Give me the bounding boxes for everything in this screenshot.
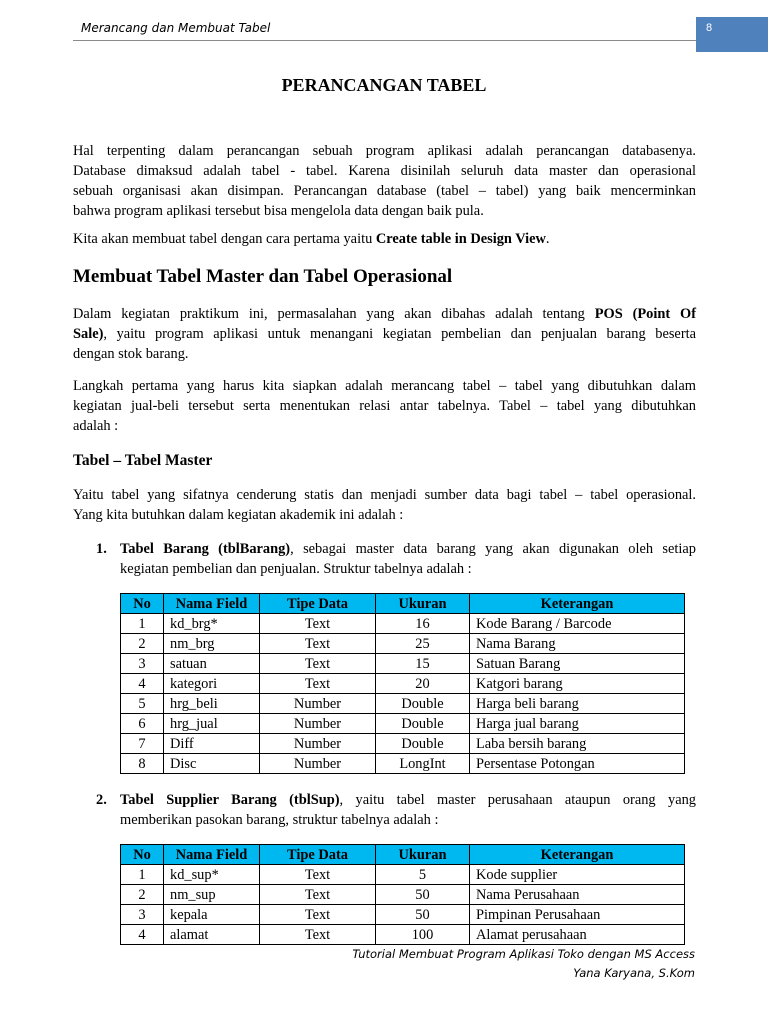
cell-field: hrg_jual [164, 714, 260, 734]
cell-type: Text [260, 614, 376, 634]
intro-line: Database dimaksud adalah tabel - tabel. Karena disinilah seluruh data master dan operasional [73, 163, 696, 179]
design-view-bold: Create table in Design View [375, 231, 546, 247]
list-item-text: , sebagai master data barang yang akan digunakan oleh setiap [290, 541, 696, 557]
cell-field: nm_sup [164, 885, 260, 905]
cell-size: 15 [376, 654, 470, 674]
list-item-bold: Tabel Barang (tblBarang) [120, 541, 291, 557]
cell-size: 100 [376, 925, 470, 945]
cell-desc: Nama Barang [470, 634, 685, 654]
cell-no: 5 [121, 694, 164, 714]
master-paragraph [73, 485, 696, 525]
cell-no: 7 [121, 734, 164, 754]
cell-type: Text [260, 654, 376, 674]
cell-field: Diff [164, 734, 260, 754]
running-header-title: Merancang dan Membuat Tabel [81, 21, 271, 35]
cell-size: Double [376, 714, 470, 734]
table-supplier [120, 844, 685, 945]
cell-desc: Alamat perusahaan [470, 925, 685, 945]
intro-line: Hal terpenting dalam perancangan sebuah program aplikasi adalah perancangan databasenya. [73, 143, 696, 159]
master-line: Yaitu tabel yang sifatnya cenderung statis dan menjadi sumber data bagi tabel – tabel operasional. [73, 487, 696, 503]
table-row [121, 634, 685, 654]
header-keterangan: Keterangan [470, 845, 685, 865]
intro-line: bahwa program aplikasi tersebut bisa mengelola data dengan baik pula. [73, 203, 484, 219]
cell-size: Double [376, 694, 470, 714]
cell-field: alamat [164, 925, 260, 945]
header-ukuran: Ukuran [376, 594, 470, 614]
cell-field: kd_brg* [164, 614, 260, 634]
cell-field: hrg_beli [164, 694, 260, 714]
intro-paragraph [73, 141, 696, 221]
cell-no: 1 [121, 865, 164, 885]
cell-desc: Pimpinan Perusahaan [470, 905, 685, 925]
cell-no: 8 [121, 754, 164, 774]
list-number: 1. [96, 541, 107, 557]
header-tipe-data: Tipe Data [260, 845, 376, 865]
cell-type: Text [260, 634, 376, 654]
pos-text-3: dengan stok barang. [73, 346, 189, 362]
footer-line-2: Yana Karyana, S.Kom [573, 966, 695, 980]
cell-field: kd_sup* [164, 865, 260, 885]
list-item-barang [120, 539, 696, 579]
cell-type: Number [260, 754, 376, 774]
cell-no: 1 [121, 614, 164, 634]
cell-desc: Harga beli barang [470, 694, 685, 714]
list-item-bold: Tabel Supplier Barang (tblSup) [120, 792, 340, 808]
cell-size: 25 [376, 634, 470, 654]
cell-field: kategori [164, 674, 260, 694]
cell-no: 4 [121, 925, 164, 945]
cell-type: Number [260, 734, 376, 754]
list-item-text: , yaitu tabel master perusahaan ataupun orang yang [339, 792, 696, 808]
table-row [121, 714, 685, 734]
cell-size: LongInt [376, 754, 470, 774]
footer-line-1: Tutorial Membuat Program Aplikasi Toko dengan MS Access [352, 947, 695, 961]
table-row [121, 925, 685, 945]
cell-field: satuan [164, 654, 260, 674]
cell-size: Double [376, 734, 470, 754]
cell-no: 2 [121, 634, 164, 654]
pos-text-2: , yaitu program aplikasi untuk menangani kegiatan pembelian dan penjualan barang beserta [103, 326, 696, 342]
cell-desc: Kode Barang / Barcode [470, 614, 685, 634]
master-line: Yang kita butuhkan dalam kegiatan akademik ini adalah : [73, 507, 404, 523]
header-keterangan: Keterangan [470, 594, 685, 614]
cell-no: 4 [121, 674, 164, 694]
steps-paragraph [73, 376, 696, 436]
cell-size: 50 [376, 885, 470, 905]
header-no: No [121, 594, 164, 614]
cell-size: 16 [376, 614, 470, 634]
cell-type: Number [260, 694, 376, 714]
cell-size: 20 [376, 674, 470, 694]
cell-no: 6 [121, 714, 164, 734]
table-barang [120, 593, 685, 774]
pos-text: Dalam kegiatan praktikum ini, permasalahan yang akan dibahas adalah tentang [73, 306, 595, 322]
cell-field: nm_brg [164, 634, 260, 654]
table-header-row [121, 594, 685, 614]
list-number: 2. [96, 792, 107, 808]
design-view-suffix: . [545, 231, 550, 247]
header-tipe-data: Tipe Data [260, 594, 376, 614]
header-divider [73, 40, 696, 41]
section-heading: Membuat Tabel Master dan Tabel Operasional [73, 266, 453, 287]
cell-desc: Kode supplier [470, 865, 685, 885]
table-row [121, 885, 685, 905]
pos-bold: POS (Point Of [594, 306, 696, 322]
table-row [121, 905, 685, 925]
design-view-paragraph [73, 229, 696, 249]
cell-type: Text [260, 865, 376, 885]
cell-desc: Laba bersih barang [470, 734, 685, 754]
cell-type: Text [260, 925, 376, 945]
cell-type: Text [260, 674, 376, 694]
cell-size: 5 [376, 865, 470, 885]
table-row [121, 614, 685, 634]
page-title: PERANCANGAN TABEL [281, 75, 487, 95]
table-row [121, 865, 685, 885]
page-number-badge: 8 [696, 17, 768, 52]
header-nama-field: Nama Field [164, 594, 260, 614]
list-item-supplier [120, 790, 696, 830]
table-row [121, 734, 685, 754]
steps-line: kegiatan jual-beli tersebut serta menentukan relasi antar tabelnya. Tabel – tabel yang dibutuhkan [73, 398, 696, 414]
cell-no: 2 [121, 885, 164, 905]
list-item-text-2: kegiatan pembelian dan penjualan. Struktur tabelnya adalah : [120, 561, 472, 577]
cell-field: kepala [164, 905, 260, 925]
table-row [121, 754, 685, 774]
pos-paragraph [73, 304, 696, 364]
pos-bold-2: Sale) [73, 326, 104, 342]
cell-desc: Satuan Barang [470, 654, 685, 674]
cell-type: Text [260, 885, 376, 905]
table-row [121, 694, 685, 714]
cell-size: 50 [376, 905, 470, 925]
cell-desc: Nama Perusahaan [470, 885, 685, 905]
header-ukuran: Ukuran [376, 845, 470, 865]
steps-line: Langkah pertama yang harus kita siapkan adalah merancang tabel – tabel yang dibutuhkan dalam [73, 378, 696, 394]
header-no: No [121, 845, 164, 865]
cell-no: 3 [121, 905, 164, 925]
cell-desc: Persentase Potongan [470, 754, 685, 774]
cell-no: 3 [121, 654, 164, 674]
cell-type: Text [260, 905, 376, 925]
master-heading: Tabel – Tabel Master [73, 452, 213, 469]
cell-field: Disc [164, 754, 260, 774]
header-nama-field: Nama Field [164, 845, 260, 865]
intro-line: sebuah organisasi akan disimpan. Perancangan database (tabel – tabel) yang baik mencerminkan [73, 183, 696, 199]
design-view-text: Kita akan membuat tabel dengan cara pertama yaitu [73, 231, 376, 247]
table-row [121, 654, 685, 674]
table-row [121, 674, 685, 694]
cell-desc: Harga jual barang [470, 714, 685, 734]
list-item-text-2: memberikan pasokan barang, struktur tabelnya adalah : [120, 812, 439, 828]
cell-desc: Katgori barang [470, 674, 685, 694]
cell-type: Number [260, 714, 376, 734]
steps-line: adalah : [73, 418, 119, 434]
table-header-row [121, 845, 685, 865]
